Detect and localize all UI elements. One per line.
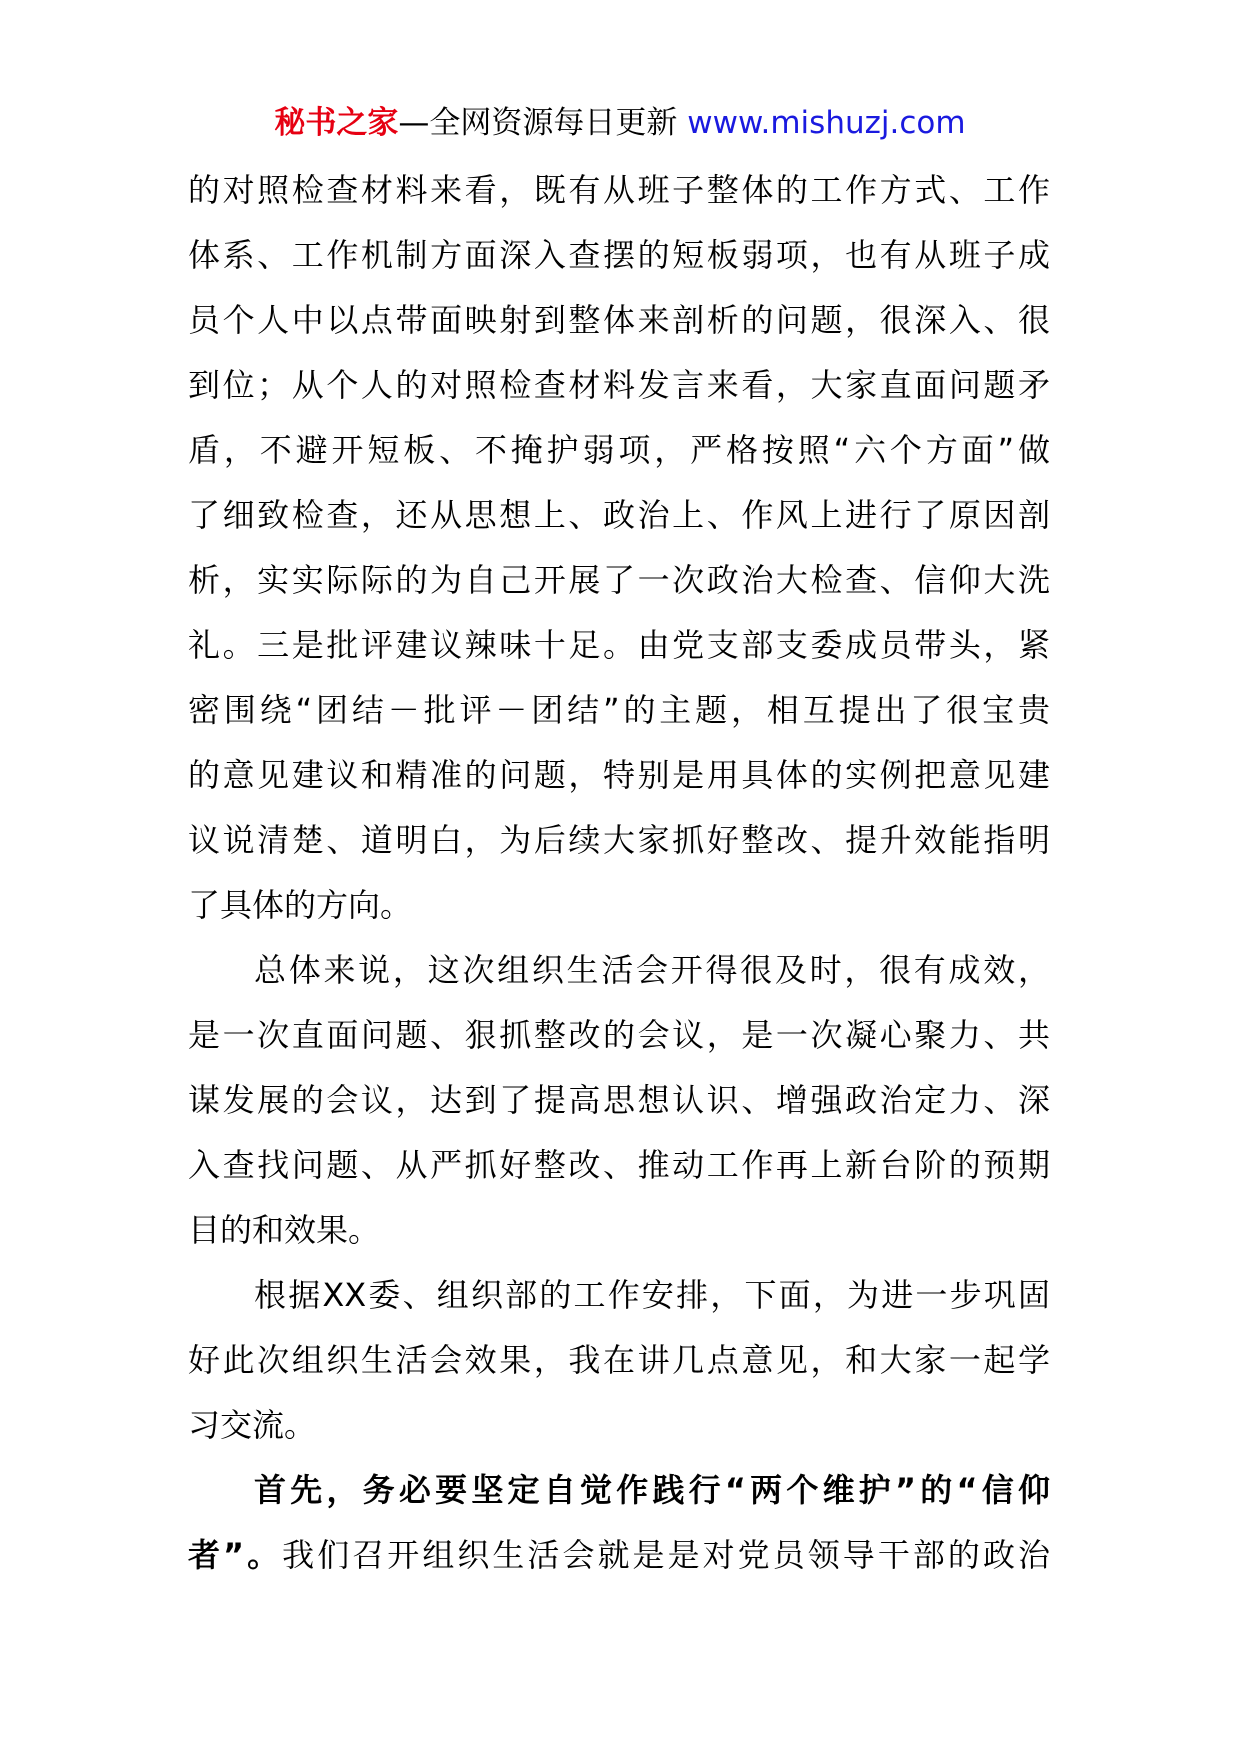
text-line: 析，实实际际的为自己开展了一次政治大检查、信仰大洗: [188, 561, 1050, 599]
text-line: 好此次组织生活会效果，我在讲几点意见，和大家一起学: [188, 1341, 1050, 1379]
text-line: 目的和效果。: [188, 1211, 381, 1249]
text-line: 盾，不避开短板、不掩护弱项，严格按照“六个方面”做: [188, 431, 1050, 469]
text-line: 谋发展的会议，达到了提高思想认识、增强政治定力、深: [188, 1081, 1050, 1119]
text-line: 员个人中以点带面映射到整体来剖析的问题，很深入、很: [188, 301, 1050, 339]
text-line: 了具体的方向。: [188, 886, 413, 924]
text-line: 体系、工作机制方面深入查摆的短板弱项，也有从班子成: [188, 236, 1050, 274]
text-line: 的意见建议和精准的问题，特别是用具体的实例把意见建: [188, 756, 1050, 794]
text-line: 是一次直面问题、狠抓整改的会议，是一次凝心聚力、共: [188, 1016, 1050, 1054]
site-url: www.mishuzj.com: [687, 105, 966, 141]
text-line: 礼。三是批评建议辣味十足。由党支部支委成员带头，紧: [188, 626, 1050, 664]
document-body: [188, 158, 1050, 1588]
text-segment: 我们召开组织生活会就是是对党员领导干部的政治: [282, 1536, 1050, 1574]
text-line: 的对照检查材料来看，既有从班子整体的工作方式、工作: [188, 171, 1050, 209]
header-tagline: —全网资源每日更新: [398, 105, 688, 141]
text-line: 密围绕“团结－批评－团结”的主题，相互提出了很宝贵: [188, 691, 1050, 729]
watermark-header: [0, 102, 1240, 144]
text-line: 了细致检查，还从思想上、政治上、作风上进行了原因剖: [188, 496, 1050, 534]
paragraph-first-line: 总体来说，这次组织生活会开得很及时，很有成效，: [254, 951, 1050, 989]
paragraph-first-line: 根据XX委、组织部的工作安排，下面，为进一步巩固: [254, 1276, 1050, 1314]
text-line: 到位；从个人的对照检查材料发言来看，大家直面问题矛: [188, 366, 1050, 404]
brand-name: 秘书之家: [274, 105, 399, 141]
text-line: 议说清楚、道明白，为后续大家抓好整改、提升效能指明: [188, 821, 1050, 859]
text-line: [188, 1523, 1050, 1588]
section-heading-tail: 者”。: [188, 1536, 283, 1574]
text-line: 入查找问题、从严抓好整改、推动工作再上新台阶的预期: [188, 1146, 1050, 1184]
text-line: 习交流。: [188, 1406, 317, 1444]
section-heading-line: 首先，务必要坚定自觉作践行“两个维护”的“信仰: [254, 1471, 1050, 1509]
